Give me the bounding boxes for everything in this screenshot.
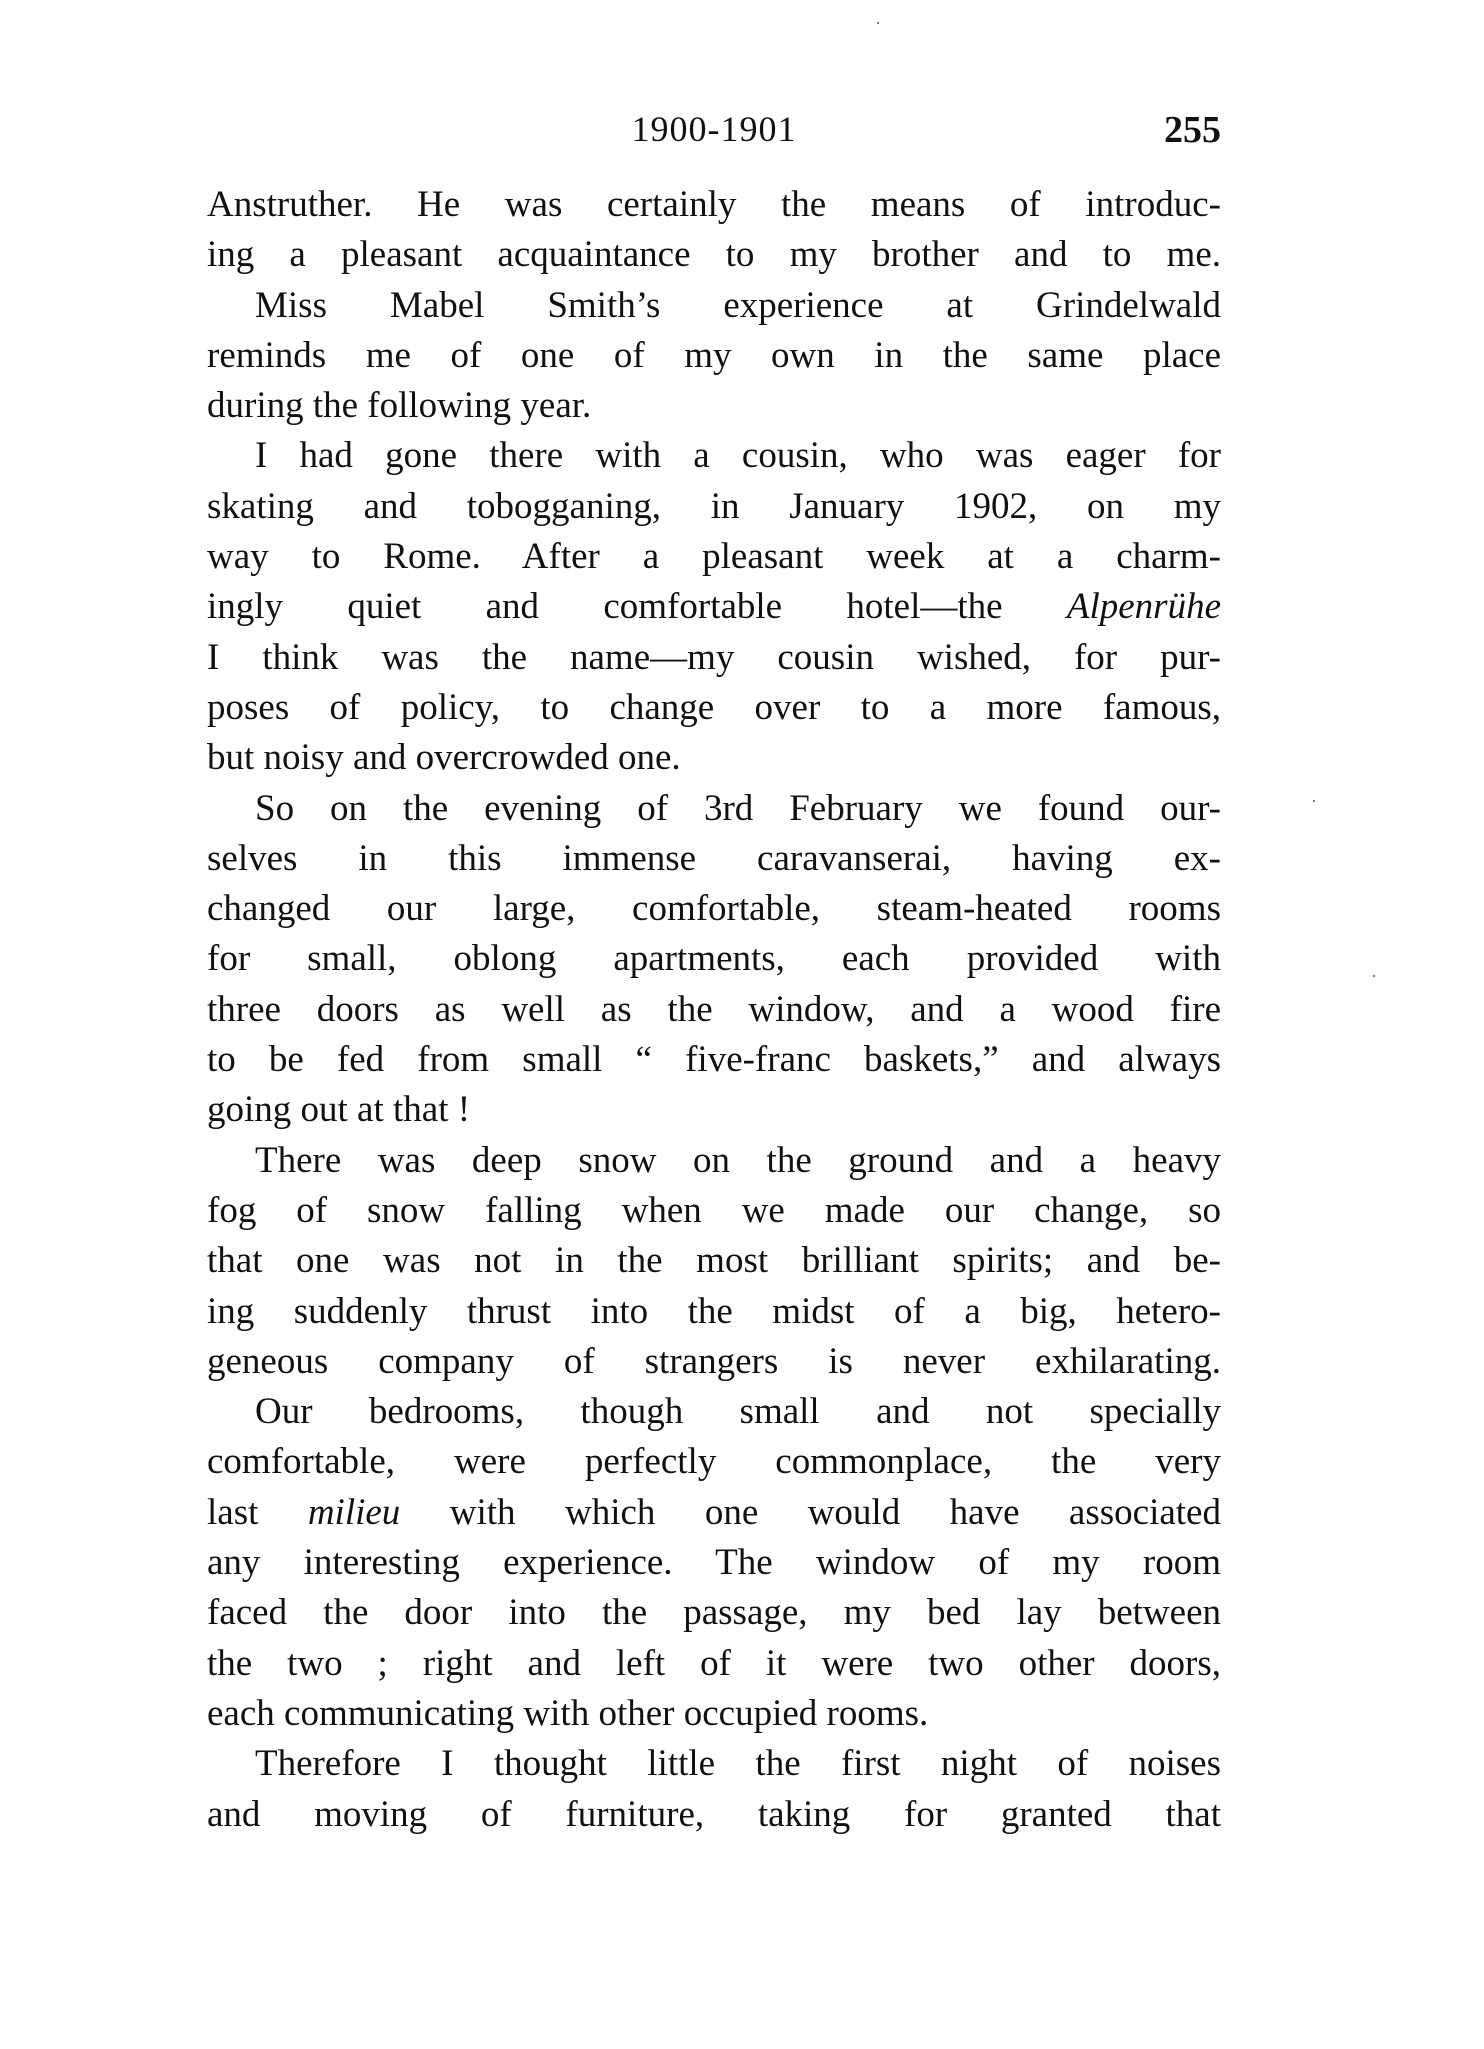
text-line: selves in this immense caravanserai, having ex- xyxy=(207,837,1221,879)
paragraph-first-line: Our bedrooms, though small and not specially xyxy=(255,1391,1221,1433)
text-line: and moving of furniture, taking for granted that xyxy=(207,1793,1221,1835)
running-header xyxy=(207,108,1221,158)
scan-speck xyxy=(1313,800,1315,802)
text-line xyxy=(207,1488,1221,1538)
body-text xyxy=(207,180,1221,1840)
scan-speck xyxy=(877,22,879,24)
paragraph-first-line: Therefore I thought little the first night of noises xyxy=(255,1743,1221,1785)
text-segment: ingly quiet and comfortable hotel—the xyxy=(207,586,1067,628)
text-segment: last xyxy=(207,1491,308,1533)
page-number: 255 xyxy=(1164,109,1221,151)
text-line: way to Rome. After a pleasant week at a charm- xyxy=(207,536,1221,578)
text-segment: with which one would have associated xyxy=(400,1491,1221,1533)
text-line: reminds me of one of my own in the same place xyxy=(207,334,1221,376)
text-line: Anstruther. He was certainly the means of introduc- xyxy=(207,184,1221,225)
text-line: ing a pleasant acquaintance to my brother and to me. xyxy=(207,234,1221,276)
text-line: ing suddenly thrust into the midst of a big, hetero- xyxy=(207,1290,1221,1332)
text-line: that one was not in the most brilliant spirits; and be- xyxy=(207,1240,1221,1282)
text-line: changed our large, comfortable, steam-heated rooms xyxy=(207,888,1221,930)
text-line: I think was the name—my cousin wished, for pur- xyxy=(207,636,1221,678)
text-line: faced the door into the passage, my bed lay between xyxy=(207,1592,1221,1634)
text-line: skating and tobogganing, in January 1902, on my xyxy=(207,485,1221,527)
text-line: fog of snow falling when we made our change, so xyxy=(207,1189,1221,1231)
scan-speck xyxy=(1373,975,1375,977)
paragraph-first-line: So on the evening of 3rd February we found our- xyxy=(255,787,1221,829)
text-line: for small, oblong apartments, each provided with xyxy=(207,938,1221,980)
text-line: poses of policy, to change over to a more famous, xyxy=(207,686,1221,728)
text-line: during the following year. xyxy=(207,385,592,427)
text-line: geneous company of strangers is never exhilarating. xyxy=(207,1340,1221,1382)
text-line: going out at that ! xyxy=(207,1089,471,1131)
paragraph-first-line: I had gone there with a cousin, who was eager for xyxy=(255,435,1221,477)
text-line: three doors as well as the window, and a wood fire xyxy=(207,988,1221,1030)
text-line: each communicating with other occupied rooms. xyxy=(207,1692,929,1734)
text-line: but noisy and overcrowded one. xyxy=(207,737,681,779)
text-line: to be fed from small “ five-franc baskets,” and always xyxy=(207,1039,1221,1081)
running-title: 1900-1901 xyxy=(631,109,797,149)
italic-term: milieu xyxy=(307,1491,401,1533)
text-line: any interesting experience. The window of my room xyxy=(207,1542,1221,1584)
text-line: the two ; right and left of it were two other doors, xyxy=(207,1642,1221,1684)
italic-term: Alpenrühe xyxy=(1066,586,1221,628)
text-line: comfortable, were perfectly commonplace, the very xyxy=(207,1441,1221,1483)
text-line xyxy=(207,582,1221,632)
paragraph-first-line: There was deep snow on the ground and a heavy xyxy=(255,1139,1221,1181)
paragraph-first-line: Miss Mabel Smith’s experience at Grindelwald xyxy=(255,284,1221,326)
